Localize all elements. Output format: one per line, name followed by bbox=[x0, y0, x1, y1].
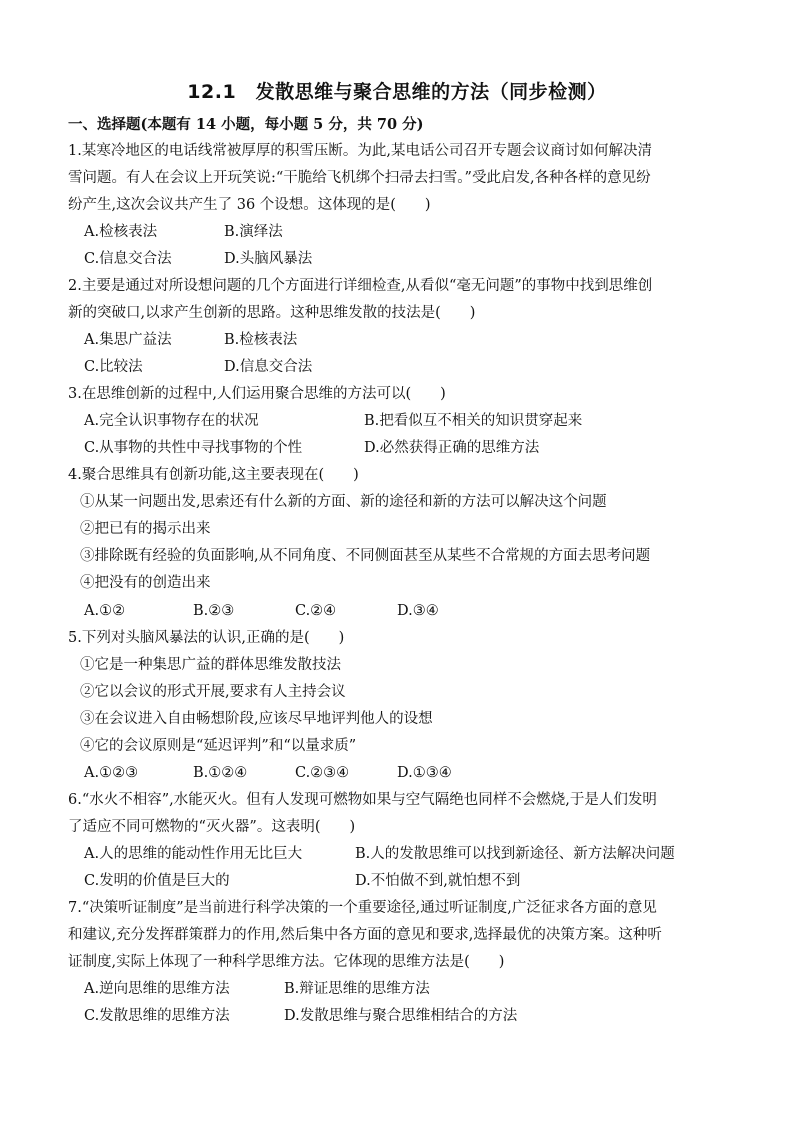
question-3-option-b: B.把看似互不相关的知识贯穿起来 bbox=[364, 413, 583, 429]
question-5-item-3: ③在会议进入自由畅想阶段,应该尽早地评判他人的设想 bbox=[80, 711, 433, 727]
question-3-line-1: 3.在思维创新的过程中,人们运用聚合思维的方法可以( ) bbox=[68, 386, 446, 402]
question-6-option-c: C.发明的价值是巨大的 bbox=[84, 873, 230, 889]
question-2-line-2: 新的突破口,以求产生创新的思路。这种思维发散的技法是( ) bbox=[68, 305, 476, 321]
question-2-line-1: 2.主要是通过对所设想问题的几个方面进行详细检查,从看似“毫无问题”的事物中找到思维创 bbox=[68, 278, 653, 294]
question-5-line-1: 5.下列对头脑风暴法的认识,正确的是( ) bbox=[68, 630, 345, 646]
question-6-line-1: 6.“水火不相容”,水能灭火。但有人发现可燃物如果与空气隔绝也同样不会燃烧,于是人们发明 bbox=[68, 792, 657, 808]
question-3-option-a: A.完全认识事物存在的状况 bbox=[84, 413, 259, 429]
question-5-item-4: ④它的会议原则是“延迟评判”和“以量求质” bbox=[80, 738, 357, 754]
question-7-line-3: 证制度,实际上体现了一种科学思维方法。它体现的思维方法是( ) bbox=[68, 954, 505, 970]
section-heading: 一、选择题(本题有 14 小题，每小题 5 分，共 70 分) bbox=[68, 116, 424, 133]
question-1-line-2: 雪问题。有人在会议上开玩笑说:“干脆给飞机绑个扫帚去扫雪。”受此启发,各种各样的意见纷 bbox=[68, 170, 651, 186]
question-5-option-c: C.②③④ bbox=[295, 765, 350, 781]
question-6-option-b: B.人的发散思维可以找到新途径、新方法解决问题 bbox=[355, 846, 675, 862]
question-4-item-2: ②把已有的揭示出来 bbox=[80, 521, 211, 537]
question-4-line-1: 4.聚合思维具有创新功能,这主要表现在( ) bbox=[68, 467, 359, 483]
question-2-option-c: C.比较法 bbox=[84, 359, 143, 375]
question-7-line-1: 7.“决策听证制度”是当前进行科学决策的一个重要途径,通过听证制度,广泛征求各方面的意见 bbox=[68, 900, 657, 916]
question-4-option-b: B.②③ bbox=[193, 603, 235, 619]
question-5-item-1: ①它是一种集思广益的群体思维发散技法 bbox=[80, 657, 341, 673]
question-4-item-3: ③排除既有经验的负面影响,从不同角度、不同侧面甚至从某些不合常规的方面去思考问题 bbox=[80, 548, 651, 564]
question-7-option-b: B.辩证思维的思维方法 bbox=[284, 981, 430, 997]
page-title: 12.1 发散思维与聚合思维的方法（同步检测） bbox=[187, 81, 607, 103]
question-1-option-c: C.信息交合法 bbox=[84, 251, 172, 267]
question-1-option-d: D.头脑风暴法 bbox=[224, 251, 313, 267]
question-4-item-1: ①从某一问题出发,思索还有什么新的方面、新的途径和新的方法可以解决这个问题 bbox=[80, 494, 607, 510]
question-3-option-d: D.必然获得正确的思维方法 bbox=[364, 440, 540, 456]
question-5-item-2: ②它以会议的形式开展,要求有人主持会议 bbox=[80, 684, 346, 700]
question-4-option-a: A.①② bbox=[84, 603, 126, 619]
question-3-option-c: C.从事物的共性中寻找事物的个性 bbox=[84, 440, 303, 456]
question-2-option-d: D.信息交合法 bbox=[224, 359, 313, 375]
question-1-option-a: A.检核表法 bbox=[84, 224, 158, 240]
question-6-option-a: A.人的思维的能动性作用无比巨大 bbox=[84, 846, 303, 862]
question-6-line-2: 了适应不同可燃物的“灭火器”。这表明( ) bbox=[68, 819, 356, 835]
question-5-option-d: D.①③④ bbox=[397, 765, 452, 781]
question-7-line-2: 和建议,充分发挥群策群力的作用,然后集中各方面的意见和要求,选择最优的决策方案。这种听 bbox=[68, 927, 662, 943]
question-7-option-a: A.逆向思维的思维方法 bbox=[84, 981, 230, 997]
question-1-option-b: B.演绎法 bbox=[224, 224, 283, 240]
question-2-option-a: A.集思广益法 bbox=[84, 332, 172, 348]
question-1-line-1: 1.某寒冷地区的电话线常被厚厚的积雪压断。为此,某电话公司召开专题会议商讨如何解决清 bbox=[68, 143, 652, 159]
question-5-option-a: A.①②③ bbox=[84, 765, 139, 781]
question-5-option-b: B.①②④ bbox=[193, 765, 248, 781]
question-2-option-b: B.检核表法 bbox=[224, 332, 298, 348]
question-4-option-c: C.②④ bbox=[295, 603, 337, 619]
question-7-option-c: C.发散思维的思维方法 bbox=[84, 1008, 230, 1024]
question-7-option-d: D.发散思维与聚合思维相结合的方法 bbox=[284, 1008, 518, 1024]
question-6-option-d: D.不怕做不到,就怕想不到 bbox=[355, 873, 521, 889]
question-4-option-d: D.③④ bbox=[397, 603, 439, 619]
question-4-item-4: ④把没有的创造出来 bbox=[80, 575, 211, 591]
question-1-line-3: 纷产生,这次会议共产生了 36 个设想。这体现的是( ) bbox=[68, 197, 431, 213]
